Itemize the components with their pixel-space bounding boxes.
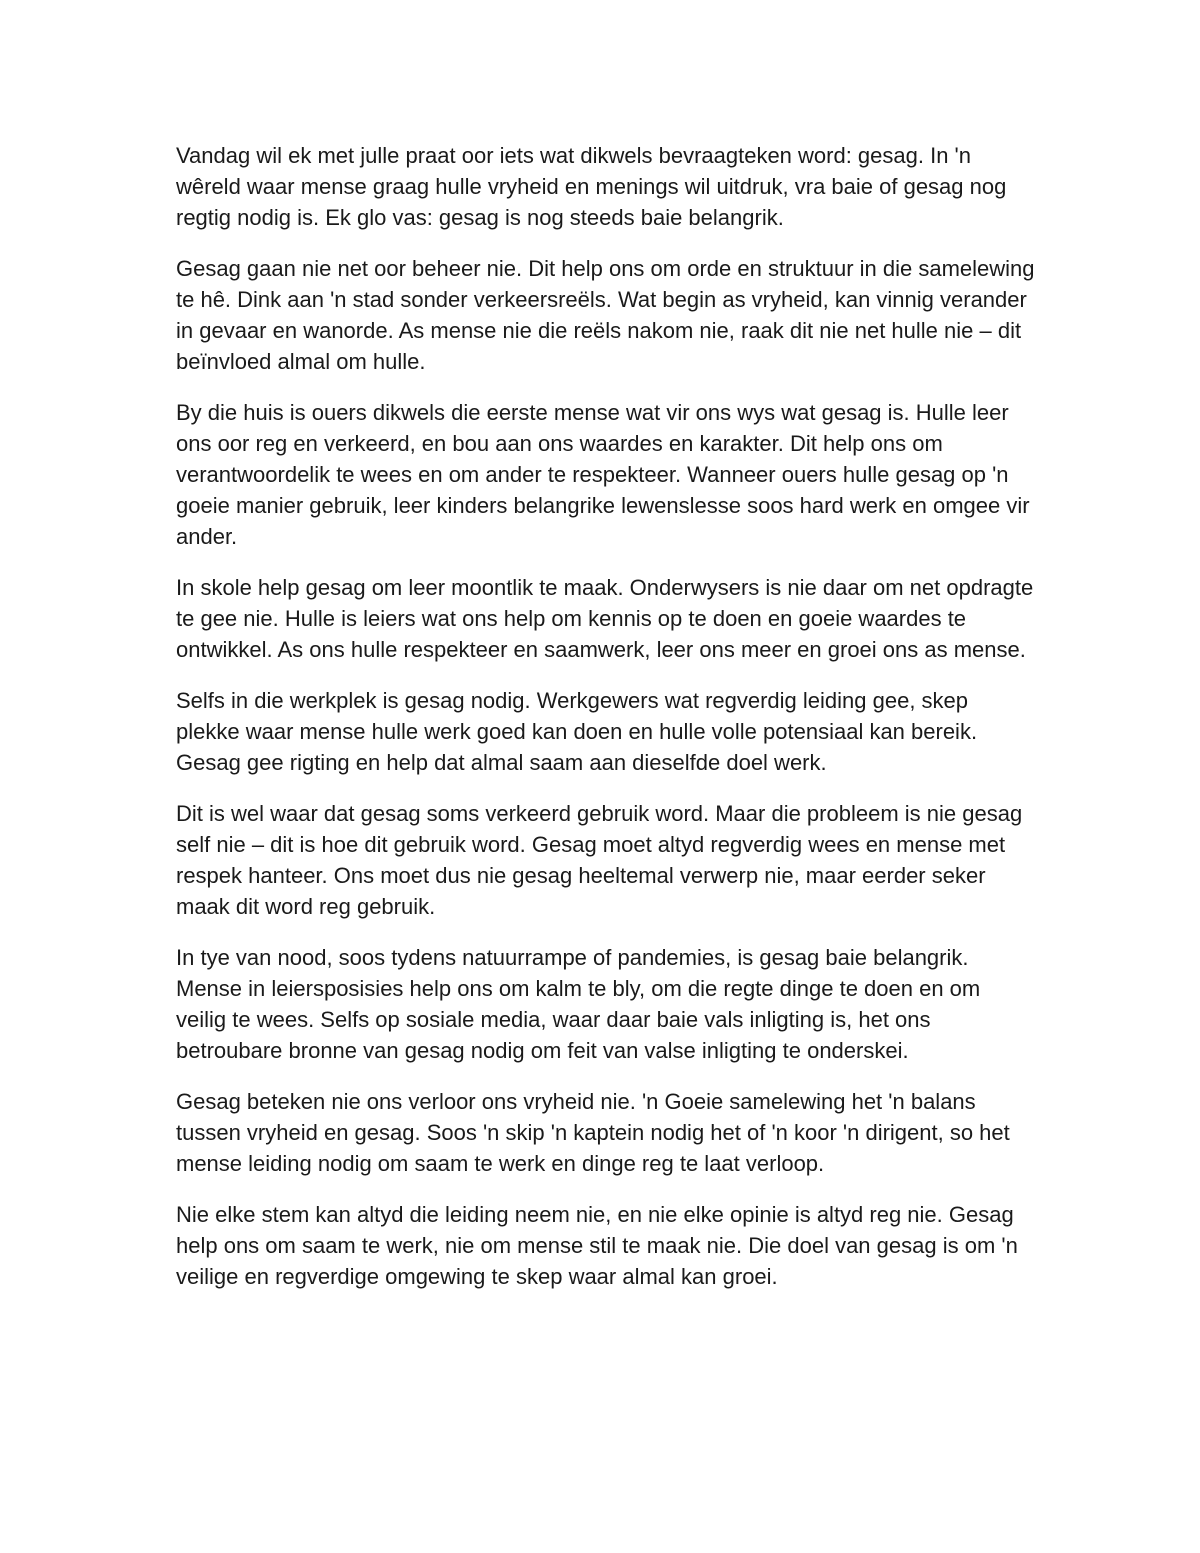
paragraph-7: In tye van nood, soos tydens natuurrampe of pandemies, is gesag baie belangrik. Mense in leiersposisies help ons om kalm te bly, om die regte dinge te doen en om veilig te wees. Selfs op sosiale media, waar daar baie vals inligting is, het ons betroubare bronne van gesag nodig om feit van valse inligting te onderskei. bbox=[176, 945, 981, 1063]
document-body bbox=[176, 140, 1036, 1312]
paragraph-3: By die huis is ouers dikwels die eerste mense wat vir ons wys wat gesag is. Hulle leer ons oor reg en verkeerd, en bou aan ons waardes en karakter. Dit help ons om verantwoordelik te wees en om ander te respekteer. Wanneer ouers hulle gesag op 'n goeie manier gebruik, leer kinders belangrike lewenslesse soos hard werk en omgee vir ander. bbox=[176, 400, 1030, 549]
paragraph-8: Gesag beteken nie ons verloor ons vryheid nie. 'n Goeie samelewing het 'n balans tussen vryheid en gesag. Soos 'n skip 'n kaptein nodig het of 'n koor 'n dirigent, so het mense leiding nodig om saam te werk en dinge reg te laat verloop. bbox=[176, 1089, 1010, 1176]
paragraph-5: Selfs in die werkplek is gesag nodig. Werkgewers wat regverdig leiding gee, skep plekke waar mense hulle werk goed kan doen en hulle volle potensiaal kan bereik. Gesag gee rigting en help dat almal saam aan dieselfde doel werk. bbox=[176, 688, 978, 775]
paragraph-2: Gesag gaan nie net oor beheer nie. Dit help ons om orde en struktuur in die samelewing te hê. Dink aan 'n stad sonder verkeersreëls. Wat begin as vryheid, kan vinnig verander in gevaar en wanorde. As mense nie die reëls nakom nie, raak dit nie net hulle nie – dit beïnvloed almal om hulle. bbox=[176, 256, 1035, 374]
paragraph-9: Nie elke stem kan altyd die leiding neem nie, en nie elke opinie is altyd reg nie. Gesag help ons om saam te werk, nie om mense stil te maak nie. Die doel van gesag is om 'n veilige en regverdige omgewing te skep waar almal kan groei. bbox=[176, 1202, 1018, 1289]
paragraph-4: In skole help gesag om leer moontlik te maak. Onderwysers is nie daar om net opdragte te gee nie. Hulle is leiers wat ons help om kennis op te doen en goeie waardes te ontwikkel. As ons hulle respekteer en saamwerk, leer ons meer en groei ons as mense. bbox=[176, 575, 1034, 662]
paragraph-1: Vandag wil ek met julle praat oor iets wat dikwels bevraagteken word: gesag. In 'n wêreld waar mense graag hulle vryheid en menings wil uitdruk, vra baie of gesag nog regtig nodig is. Ek glo vas: gesag is nog steeds baie belangrik. bbox=[176, 143, 1007, 230]
paragraph-6: Dit is wel waar dat gesag soms verkeerd gebruik word. Maar die probleem is nie gesag self nie – dit is hoe dit gebruik word. Gesag moet altyd regverdig wees en mense met respek hanteer. Ons moet dus nie gesag heeltemal verwerp nie, maar eerder seker maak dit word reg gebruik. bbox=[176, 801, 1023, 919]
